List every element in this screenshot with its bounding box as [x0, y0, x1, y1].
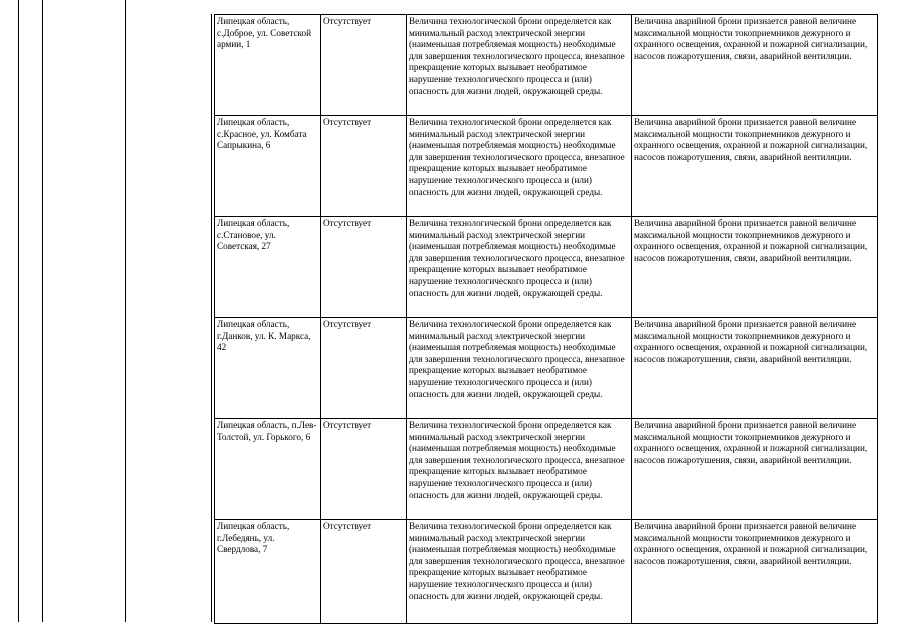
- electricity-reserve-table: [214, 14, 878, 624]
- emergency-reserve-cell: Величина аварийной брони признается равной величине максимальной мощности токоприемников дежурного и охранного освещения, охранной и пожарной сигнализации, насосов пожаротушения, связи, аварийной вентиляции.: [632, 318, 878, 419]
- status-cell: Отсутствует: [321, 217, 407, 318]
- status-cell: Отсутствует: [321, 116, 407, 217]
- emergency-reserve-cell: Величина аварийной брони признается равной величине максимальной мощности токоприемников дежурного и охранного освещения, охранной и пожарной сигнализации, насосов пожаротушения, связи, аварийной вентиляции.: [632, 116, 878, 217]
- table-row: [215, 318, 878, 419]
- emergency-reserve-cell: Величина аварийной брони признается равной величине максимальной мощности токоприемников дежурного и охранного освещения, охранной и пожарной сигнализации, насосов пожаротушения, связи, аварийной вентиляции.: [632, 419, 878, 520]
- table-row: [215, 520, 878, 624]
- technological-reserve-cell: Величина технологической брони определяется как минимальный расход электрической энергии (наименьшая потребляемая мощность) необходимые для завершения технологического процесса, внезапное прекращение которых вызывает необратимое нарушение технологического процесса и (или) опасность для жизни людей, окружающей среды.: [407, 116, 632, 217]
- location-cell: Липецкая область, г.Лебедянь, ул. Свердлова, 7: [215, 520, 321, 624]
- location-cell: Липецкая область, п.Лев-Толстой, ул. Горького, 6: [215, 419, 321, 520]
- location-cell: Липецкая область, с.Красное, ул. Комбата Сапрыкина, 6: [215, 116, 321, 217]
- status-cell: Отсутствует: [321, 520, 407, 624]
- emergency-reserve-cell: Величина аварийной брони признается равной величине максимальной мощности токоприемников дежурного и охранного освещения, охранной и пожарной сигнализации, насосов пожаротушения, связи, аварийной вентиляции.: [632, 520, 878, 624]
- table-row: [215, 217, 878, 318]
- table-row: [215, 419, 878, 520]
- technological-reserve-cell: Величина технологической брони определяется как минимальный расход электрической энергии (наименьшая потребляемая мощность) необходимые для завершения технологического процесса, внезапное прекращение которых вызывает необратимое нарушение технологического процесса и (или) опасность для жизни людей, окружающей среды.: [407, 520, 632, 624]
- table-row: [215, 15, 878, 116]
- table-border-line-2: [42, 0, 43, 622]
- status-cell: Отсутствует: [321, 318, 407, 419]
- table-row: [215, 116, 878, 217]
- emergency-reserve-cell: Величина аварийной брони признается равной величине максимальной мощности токоприемников дежурного и охранного освещения, охранной и пожарной сигнализации, насосов пожаротушения, связи, аварийной вентиляции.: [632, 15, 878, 116]
- table-border-line-1: [18, 0, 19, 622]
- location-cell: Липецкая область, г.Данков, ул. К. Маркса, 42: [215, 318, 321, 419]
- technological-reserve-cell: Величина технологической брони определяется как минимальный расход электрической энергии (наименьшая потребляемая мощность) необходимые для завершения технологического процесса, внезапное прекращение которых вызывает необратимое нарушение технологического процесса и (или) опасность для жизни людей, окружающей среды.: [407, 318, 632, 419]
- technological-reserve-cell: Величина технологической брони определяется как минимальный расход электрической энергии (наименьшая потребляемая мощность) необходимые для завершения технологического процесса, внезапное прекращение которых вызывает необратимое нарушение технологического процесса и (или) опасность для жизни людей, окружающей среды.: [407, 15, 632, 116]
- location-cell: Липецкая область, с.Доброе, ул. Советской армии, 1: [215, 15, 321, 116]
- technological-reserve-cell: Величина технологической брони определяется как минимальный расход электрической энергии (наименьшая потребляемая мощность) необходимые для завершения технологического процесса, внезапное прекращение которых вызывает необратимое нарушение технологического процесса и (или) опасность для жизни людей, окружающей среды.: [407, 419, 632, 520]
- table-body: [215, 15, 878, 624]
- emergency-reserve-cell: Величина аварийной брони признается равной величине максимальной мощности токоприемников дежурного и охранного освещения, охранной и пожарной сигнализации, насосов пожаротушения, связи, аварийной вентиляции.: [632, 217, 878, 318]
- status-cell: Отсутствует: [321, 419, 407, 520]
- table-border-line-3: [125, 0, 126, 622]
- table-border-line-4: [211, 14, 212, 622]
- status-cell: Отсутствует: [321, 15, 407, 116]
- technological-reserve-cell: Величина технологической брони определяется как минимальный расход электрической энергии (наименьшая потребляемая мощность) необходимые для завершения технологического процесса, внезапное прекращение которых вызывает необратимое нарушение технологического процесса и (или) опасность для жизни людей, окружающей среды.: [407, 217, 632, 318]
- location-cell: Липецкая область, с.Становое, ул. Советская, 27: [215, 217, 321, 318]
